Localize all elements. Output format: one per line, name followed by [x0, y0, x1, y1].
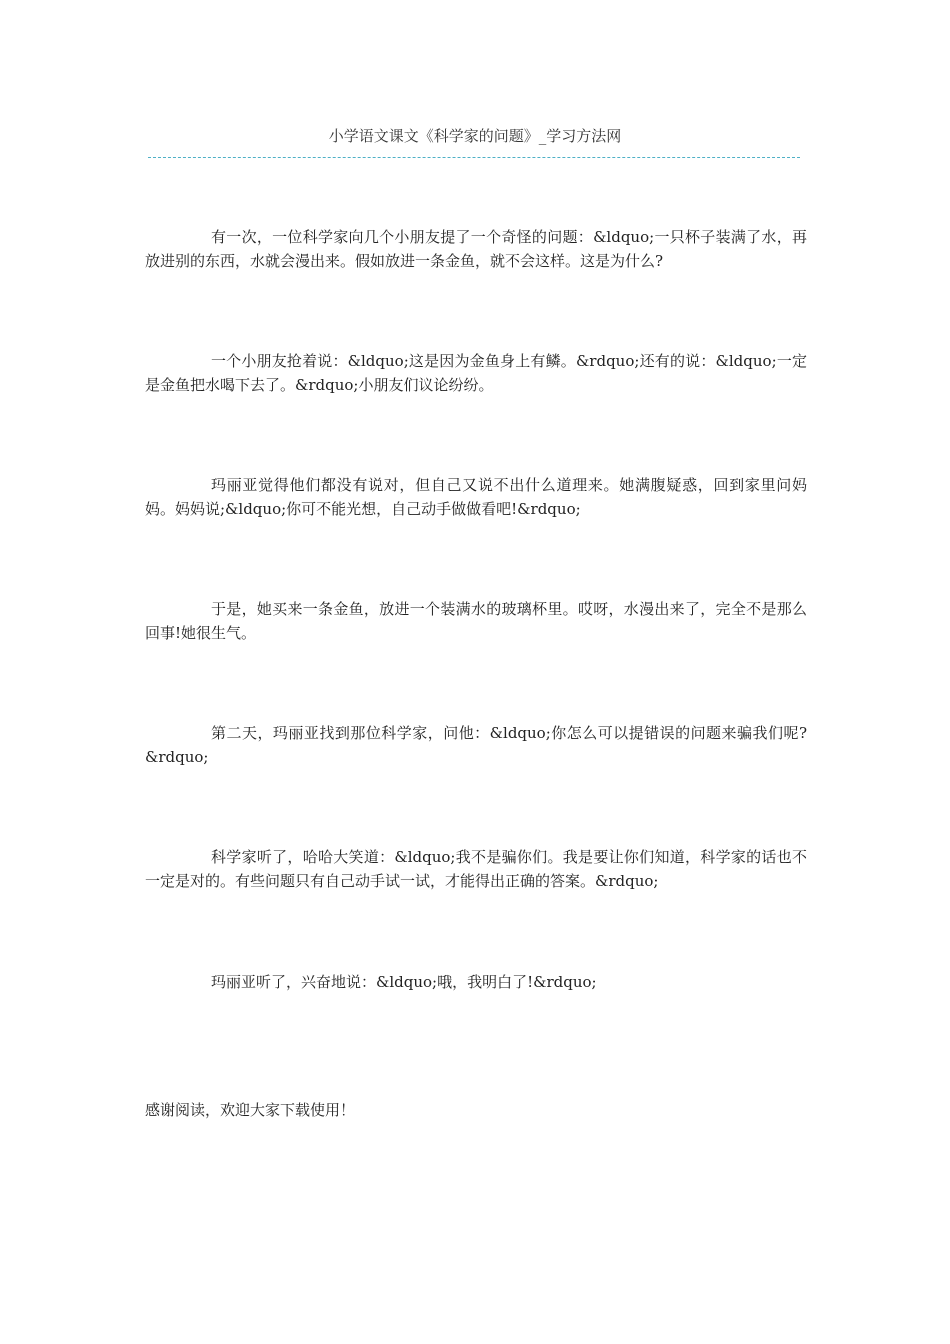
closing-note: 感谢阅读，欢迎大家下载使用！	[145, 1101, 356, 1119]
paragraph-3: 玛丽亚觉得他们都没有说对，但自己又说不出什么道理来。她满腹疑惑，回到家里问妈妈。妈妈说;&ldquo;你可不能光想，自己动手做做看吧!&rdquo;	[145, 476, 807, 518]
paragraph-5: 第二天，玛丽亚找到那位科学家，问他：&ldquo;你怎么可以提错误的问题来骗我们呢?&rdquo;	[145, 724, 807, 766]
paragraph-1: 有一次，一位科学家向几个小朋友提了一个奇怪的问题：&ldquo;一只杯子装满了水，再放进别的东西，水就会漫出来。假如放进一条金鱼，就不会这样。这是为什么?	[145, 228, 807, 270]
paragraph-2: 一个小朋友抢着说：&ldquo;这是因为金鱼身上有鳞。&rdquo;还有的说：&ldquo;一定是金鱼把水喝下去了。&rdquo;小朋友们议论纷纷。	[145, 352, 807, 394]
title-divider	[148, 157, 800, 158]
paragraph-6: 科学家听了，哈哈大笑道：&ldquo;我不是骗你们。我是要让你们知道，科学家的话也不一定是对的。有些问题只有自己动手试一试，才能得出正确的答案。&rdquo;	[145, 848, 807, 890]
paragraph-7: 玛丽亚听了，兴奋地说：&ldquo;哦，我明白了!&rdquo;	[211, 973, 597, 991]
document-title: 小学语文课文《科学家的问题》_学习方法网	[328, 127, 622, 145]
paragraph-4: 于是，她买来一条金鱼，放进一个装满水的玻璃杯里。哎呀，水漫出来了，完全不是那么回事!她很生气。	[145, 600, 807, 642]
